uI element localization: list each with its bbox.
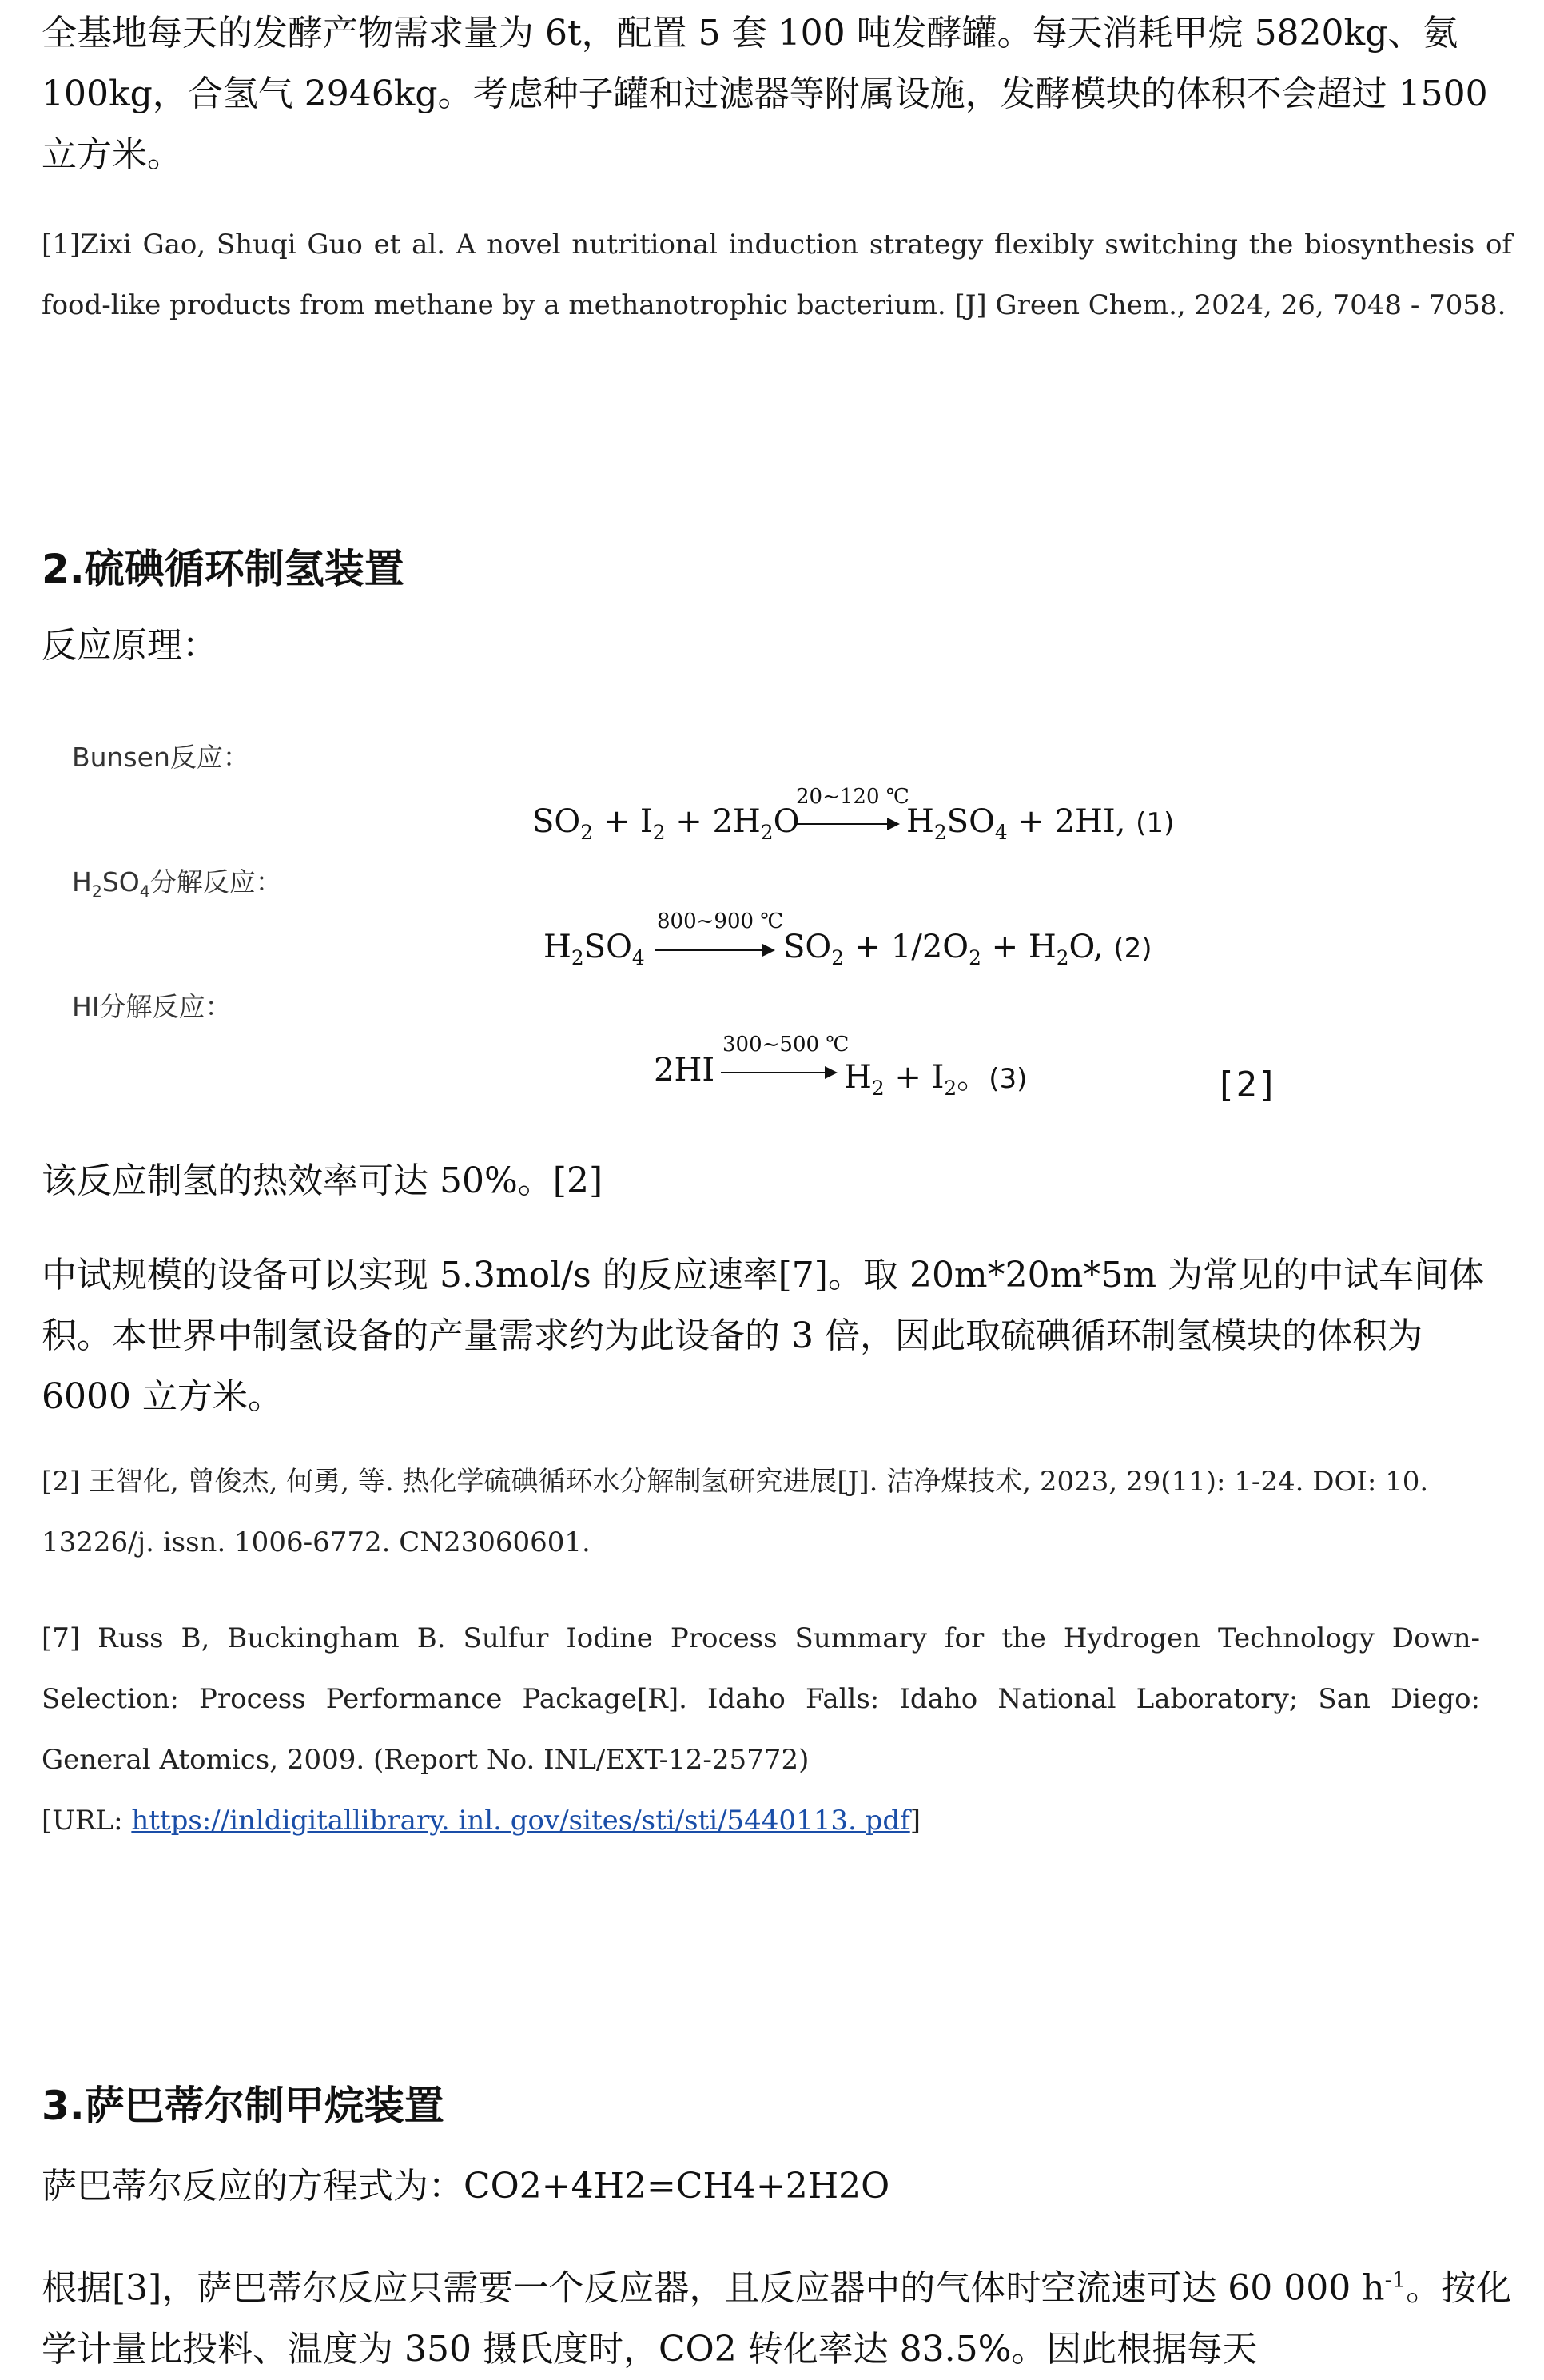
h2so4-decomposition-label: $H_2SO_4$分解反应： xyxy=(72,866,282,901)
equation-1-reactants: $SO_2 + I_2 + 2H_2O$ xyxy=(532,803,800,844)
equation-1-number: (1) xyxy=(1136,807,1175,839)
equation-3-number: (3) xyxy=(989,1063,1028,1095)
equation-1-products: $H_2SO_4 + 2HI$, (1) xyxy=(906,803,1175,844)
equation-2-condition: 800~900 ℃ xyxy=(657,909,784,933)
section-3-heading: 3.萨巴蒂尔制甲烷装置 xyxy=(42,2083,444,2129)
equation-3-products: $H_2 + I_2$。(3) xyxy=(844,1059,1028,1100)
pilot-scale-paragraph: 中试规模的设备可以实现 5.3mol/s 的反应速率[7]。取 20m*20m*5m 为常见的中试车间体积。本世界中制氢设备的产量需求约为此设备的 3 倍，因此取硫碘循环制氢模块的体积为 6000 立方米。 xyxy=(42,1255,1485,1417)
equation-1-condition: 20~120 ℃ xyxy=(796,785,909,809)
reference-7: [7] Russ B, Buckingham B. Sulfur Iodine Process Summary for the Hydrogen Technology Down-Selection: Process Performance Package[R]. Idaho Falls: Idaho National Laboratory; San Diego: General Atomics, 2009. (Report No. INL/EXT-12-25772) xyxy=(42,1622,1480,1776)
equation-citation: [2] xyxy=(1215,1065,1279,1105)
equation-1-arrow xyxy=(796,823,898,825)
reference-2: [2] 王智化, 曾俊杰, 何勇, 等. 热化学硫碘循环水分解制氢研究进展[J]. 洁净煤技术, 2023, 29(11): 1-24. DOI: 10. 13226/j. issn. 1006-6772. CN23060601. xyxy=(42,1466,1429,1558)
equation-3-arrow xyxy=(721,1072,836,1073)
thermal-efficiency-text: 该反应制氢的热效率可达 50%。[2] xyxy=(42,1160,603,1201)
equation-2-number: (2) xyxy=(1113,933,1152,965)
reference-7-url-link[interactable]: https://inldigitallibrary. inl. gov/sites/sti/sti/5440113. pdf xyxy=(131,1805,910,1837)
fermentation-paragraph: 全基地每天的发酵产物需求量为 6t，配置 5 套 100 吨发酵罐。每天消耗甲烷 5820kg、氨 100kg，合氢气 2946kg。考虑种子罐和过滤器等附属设施，发酵模块的体积不会超过 1500 立方米。 xyxy=(42,13,1488,175)
equation-2-products: $SO_2 + 1/2O_2 + H_2O$, (2) xyxy=(783,929,1152,969)
equation-3-condition: 300~500 ℃ xyxy=(722,1033,850,1057)
section-2-heading: 2.硫碘循环制氢装置 xyxy=(42,546,404,592)
reference-1: [1]Zixi Gao, Shuqi Guo et al. A novel nutritional induction strategy flexibly switching the biosynthesis of food-like products from methane by a methanotrophic bacterium. [J] Green Chem., 2024, 26, 7048 - 7058. xyxy=(42,229,1512,321)
sabatier-paragraph: 根据[3]，萨巴蒂尔反应只需要一个反应器，且反应器中的气体时空流速可达 60 000 $h^{-1}$。按化学计量比投料、温度为 350 摄氏度时，CO2 转化率达 83.5%。因此根据每天 xyxy=(42,2267,1512,2370)
reaction-figure xyxy=(42,719,1320,1119)
equation-3-reactants: 2HI xyxy=(654,1052,715,1089)
bunsen-label: Bunsen反应： xyxy=(72,742,249,773)
reaction-principle-label: 反应原理： xyxy=(42,625,217,666)
equation-2-arrow xyxy=(655,949,774,951)
equation-2-reactants: $H_2SO_4$ xyxy=(543,929,645,969)
sabatier-equation-line: 萨巴蒂尔反应的方程式为：CO2+4H2=CH4+2H2O xyxy=(42,2166,890,2207)
reference-7-url-line: [URL: https://inldigitallibrary. inl. gov/sites/sti/sti/5440113. pdf] xyxy=(42,1805,921,1837)
hi-decomposition-label: HI分解反应： xyxy=(72,991,232,1022)
